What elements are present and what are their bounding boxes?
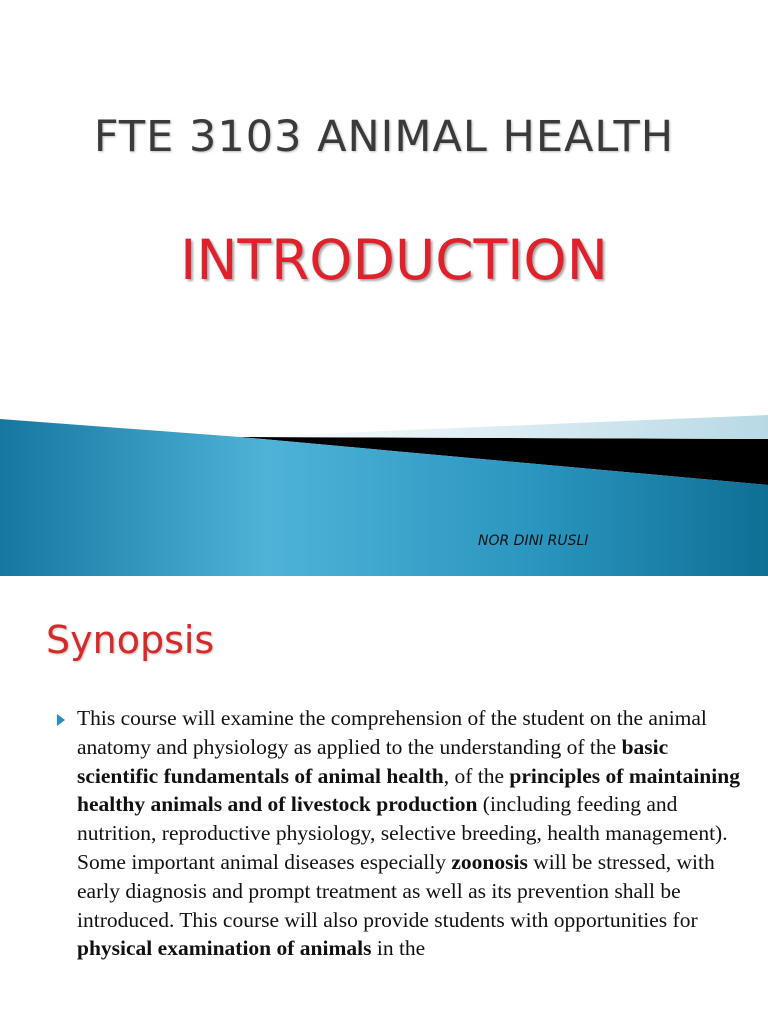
paragraph-segment: (including feeding and nutrition, reproductive physiology, selective breeding, health management). Some important animal diseases especially — [77, 792, 728, 874]
decorative-banner — [0, 405, 768, 576]
paragraph-segment: will be stressed, with early diagnosis and prompt treatment as well as its prevention shall be introduced. This course will also provide students with opportunities for — [77, 849, 715, 932]
introduction-title: INTRODUCTION — [180, 228, 608, 292]
triangle-bullet-icon — [57, 714, 66, 726]
synopsis-paragraph — [77, 704, 745, 963]
paragraph-segment: This course will examine the comprehension of the student on the animal anatomy and physiology as applied to the understanding of the — [77, 706, 707, 759]
paragraph-bold-segment: zoonosis — [451, 849, 528, 874]
paragraph-segment: , of the — [443, 763, 510, 788]
paragraph-bold-segment: physical examination of animals — [77, 936, 372, 961]
course-title: FTE 3103 ANIMAL HEALTH — [93, 112, 675, 162]
paragraph-segment: in the — [371, 936, 426, 961]
paragraph-bold-segment: principles of maintaining healthy animals and of livestock production — [77, 763, 740, 817]
banner-light-strip — [240, 415, 768, 439]
synopsis-heading: Synopsis — [46, 618, 215, 662]
synopsis-slide — [0, 576, 768, 1024]
paragraph-bold-segment: basic scientific fundamentals of animal health — [77, 734, 669, 788]
author-name: NOR DINI RUSLI — [478, 533, 589, 549]
